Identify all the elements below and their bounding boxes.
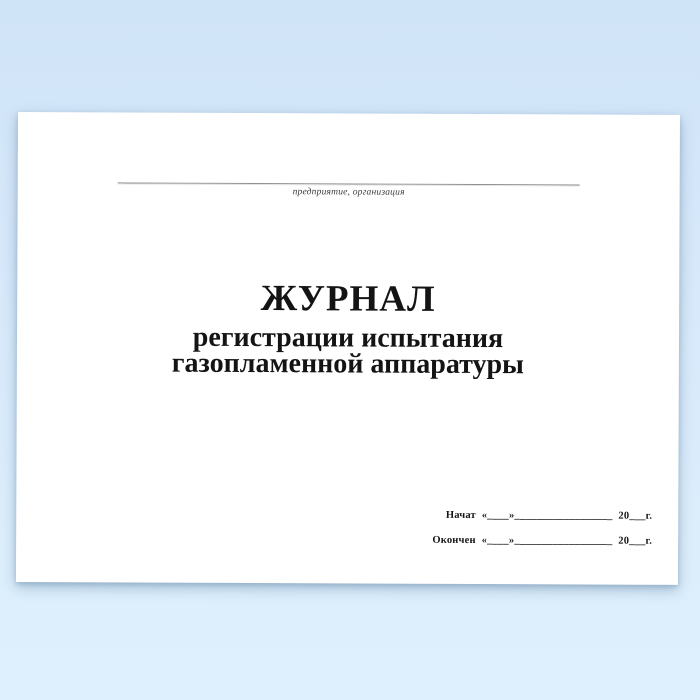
finished-day-blank: «____» [481, 535, 515, 547]
title-block [17, 278, 679, 379]
started-year-blank: 20___г. [618, 510, 653, 522]
journal-cover-page [16, 112, 680, 585]
dates-block [432, 510, 652, 561]
started-row [432, 510, 652, 523]
journal-subtitle [17, 321, 679, 381]
journal-subtitle-line-2: газопламенной аппаратуры [171, 347, 525, 381]
organization-block [18, 182, 680, 199]
started-line-blank: __________________ [514, 510, 613, 522]
started-day-blank: «____» [481, 510, 515, 522]
finished-year-blank: 20___г. [618, 535, 653, 547]
journal-title: ЖУРНАЛ [260, 278, 436, 320]
finished-line-blank: __________________ [514, 535, 613, 547]
finished-label: Окончен [432, 534, 476, 547]
finished-row [432, 535, 652, 548]
journal-subtitle-line-1: регистрации испытания [192, 321, 504, 355]
started-label: Начат [445, 509, 476, 522]
organization-caption: предприятие, организация [292, 187, 405, 198]
